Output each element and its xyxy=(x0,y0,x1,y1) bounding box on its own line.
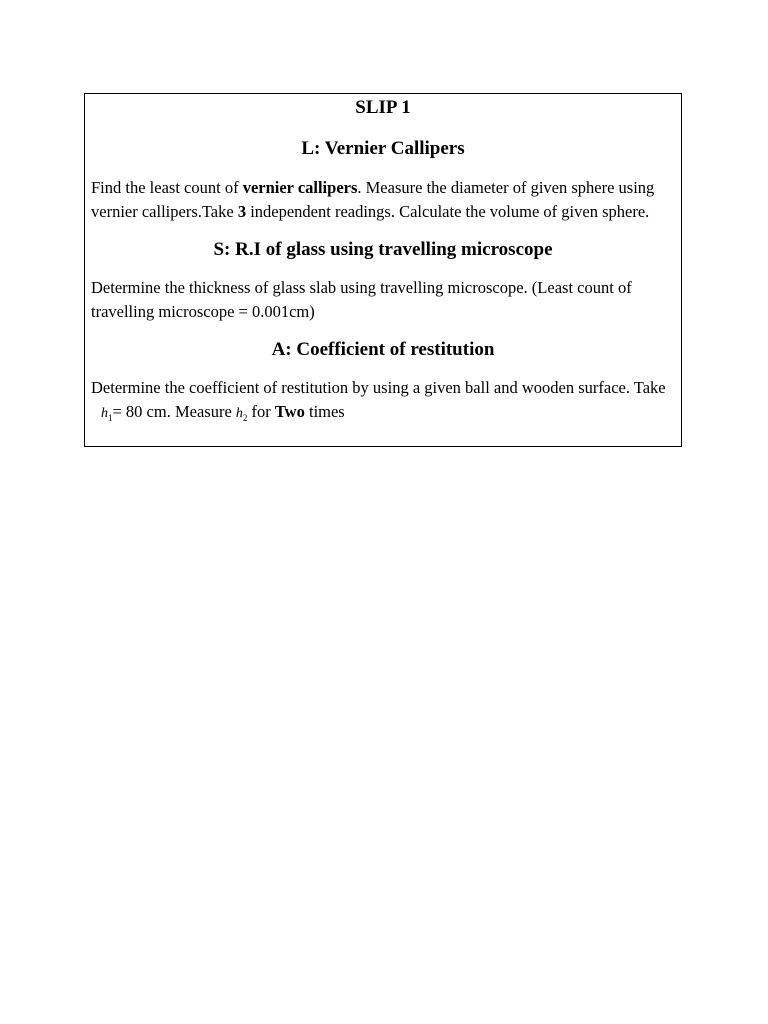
section-a-heading: A: Coefficient of restitution xyxy=(271,339,495,360)
slip-card xyxy=(84,93,682,447)
section-s-heading: S: R.I of glass using travelling microscope xyxy=(213,239,553,260)
section-a-text-part4: times xyxy=(304,402,345,421)
h2-subscript: 2 xyxy=(242,412,248,423)
section-s-text: Determine the thickness of glass slab using travelling microscope. (Least count of travelling microscope = 0.001cm) xyxy=(91,278,632,321)
section-a-text-part1: Determine the coefficient of restitution by using a given ball and wooden surface. Take xyxy=(91,378,666,397)
h1-letter: h xyxy=(101,406,108,421)
section-l-text-part1: Find the least count of xyxy=(91,178,243,197)
slip-title: SLIP 1 xyxy=(355,97,411,118)
section-l-text-part3: independent readings. Calculate the volume of given sphere. xyxy=(246,202,650,221)
h2-letter: h xyxy=(235,406,243,421)
h1-subscript: 1 xyxy=(108,412,113,423)
section-l-bold-count: 3 xyxy=(237,202,247,221)
section-a-bold-count: Two xyxy=(274,402,305,421)
section-l-text xyxy=(91,176,675,224)
section-a-text-part3: for xyxy=(247,402,275,421)
section-l-bold-instrument: vernier callipers xyxy=(242,178,358,197)
section-a-text xyxy=(91,376,675,430)
section-l-text-part2: . Measure the diameter of given sphere using vernier callipers.Take xyxy=(91,178,655,221)
h2-variable xyxy=(236,406,248,421)
section-a-text-part2: = 80 cm. Measure xyxy=(112,402,236,421)
section-l-heading: L: Vernier Callipers xyxy=(301,138,465,159)
h1-variable xyxy=(101,406,113,421)
